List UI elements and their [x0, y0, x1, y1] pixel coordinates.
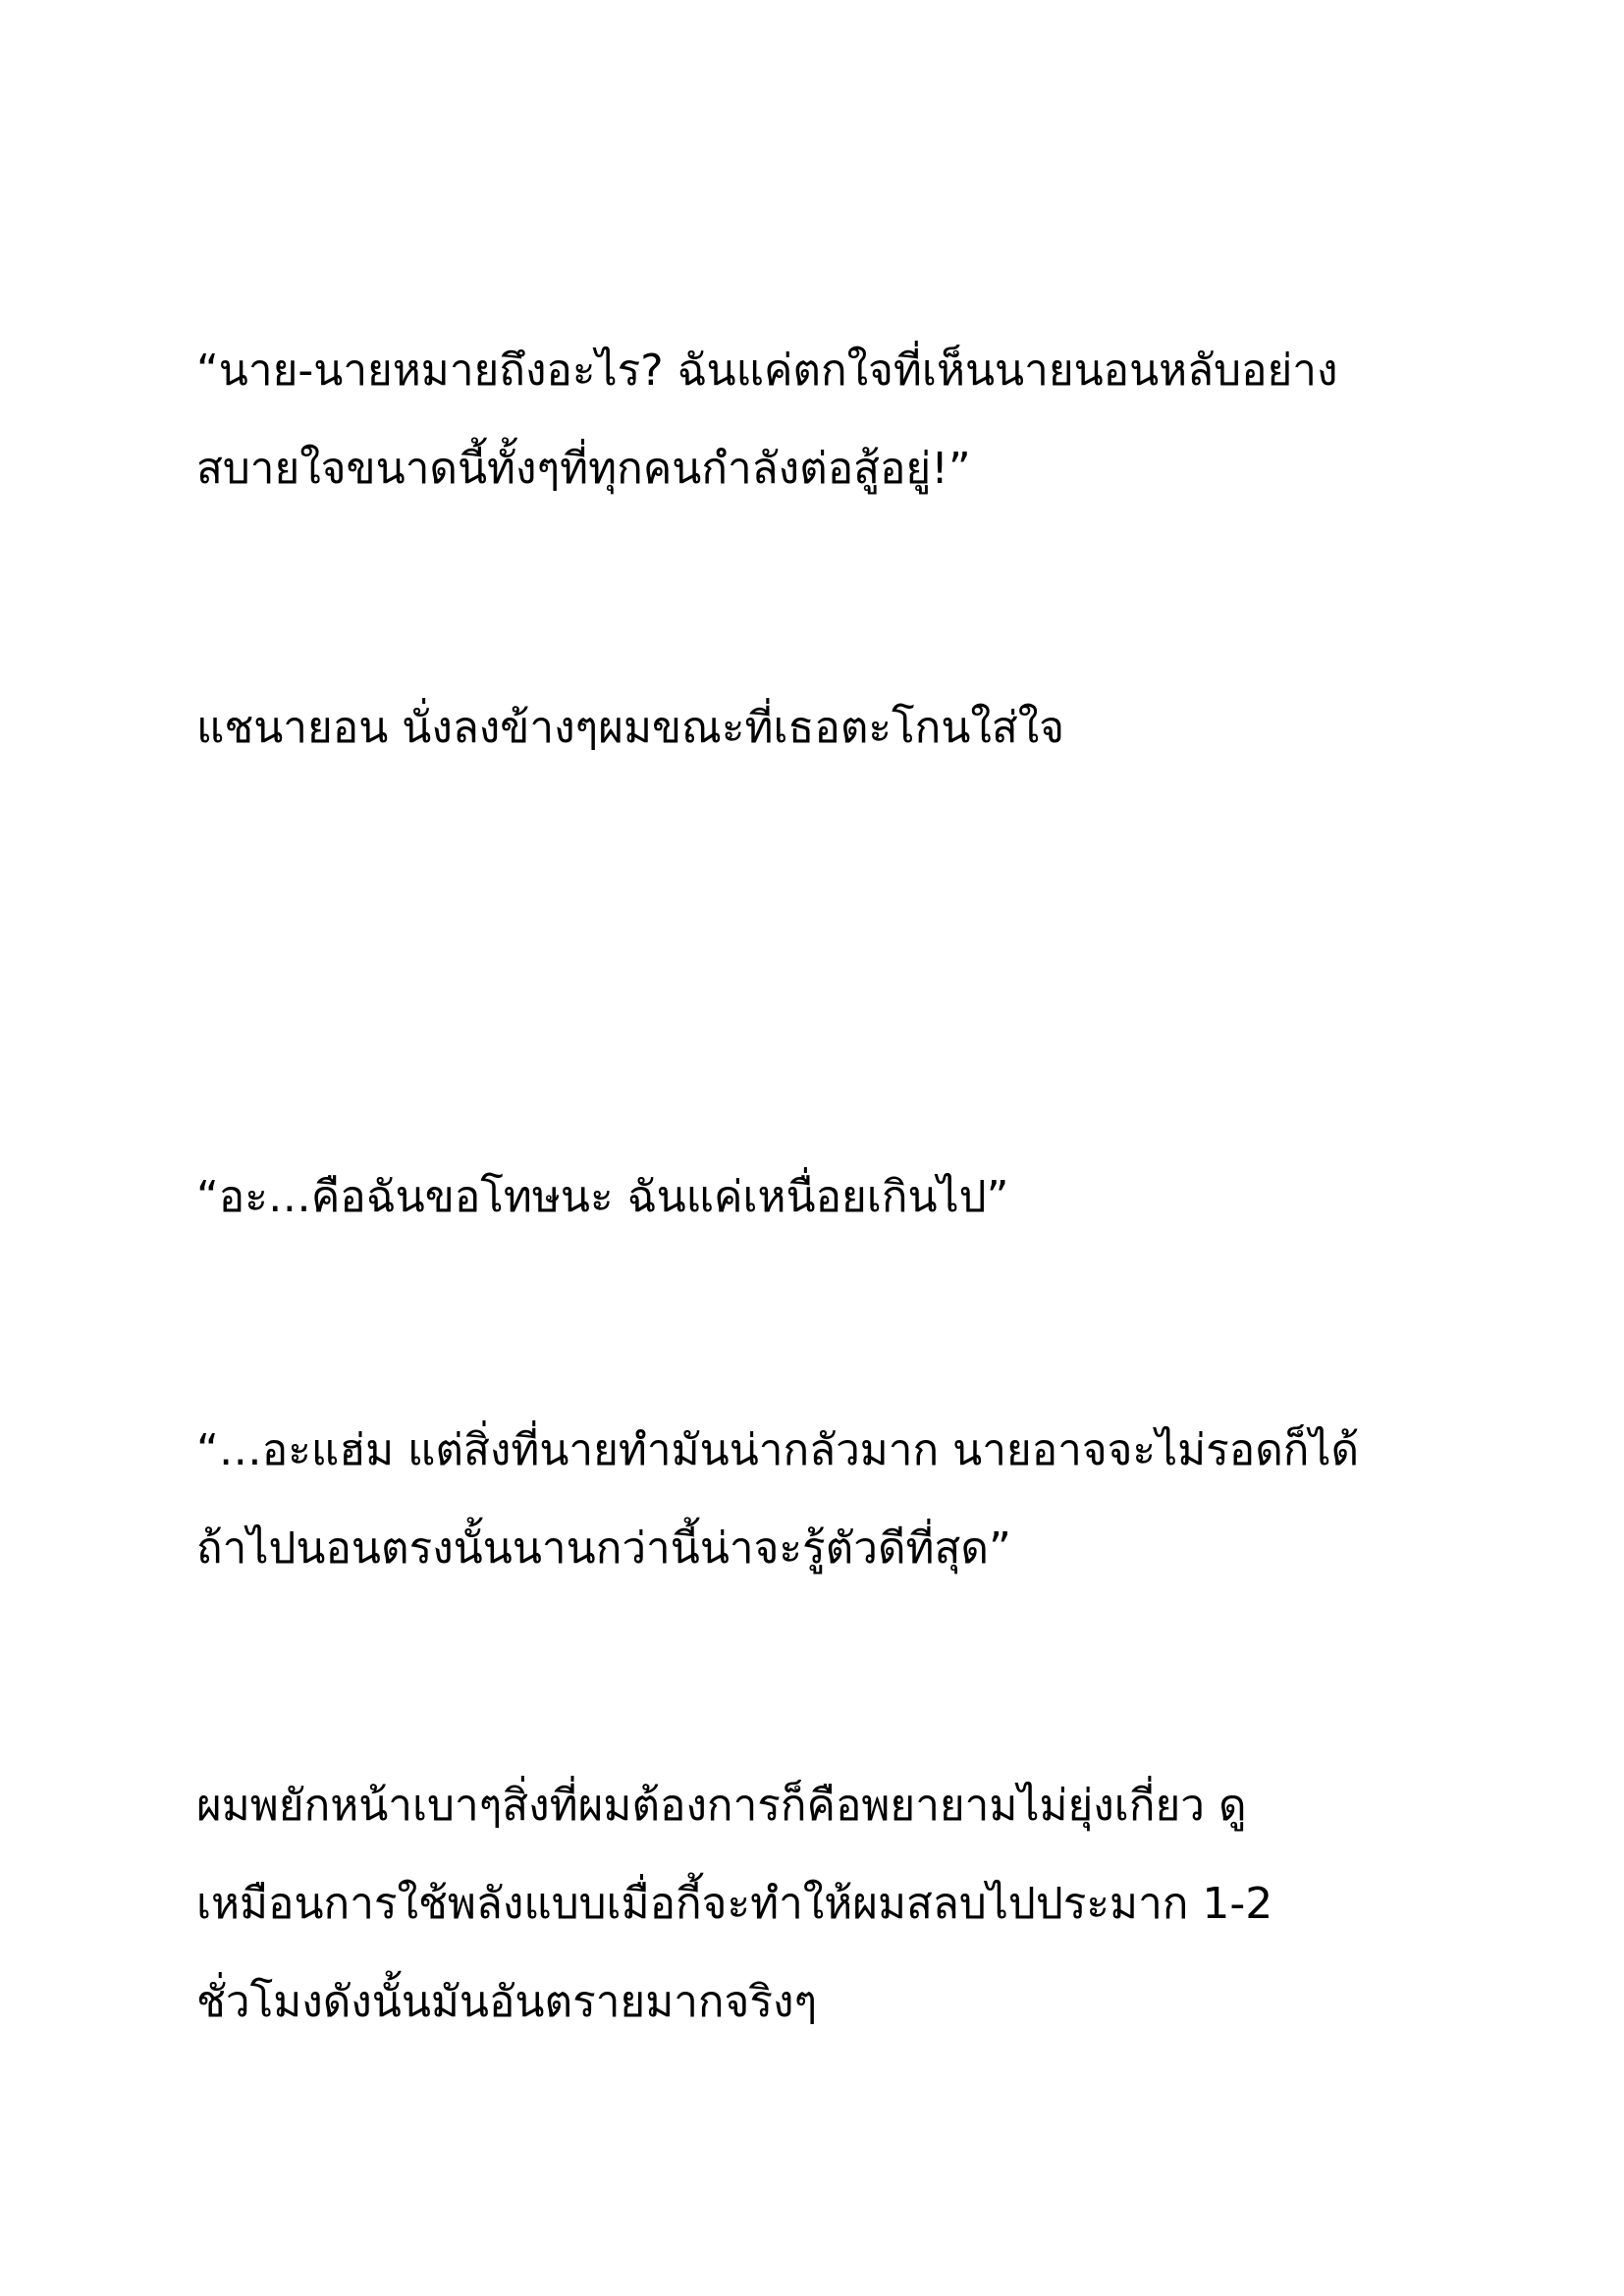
paragraph-line: “…อะแฮ่ม แต่สิ่งที่นายทำมันน่ากลัวมาก นายอาจจะไม่รอดก็ได้ [196, 1425, 1360, 1475]
paragraph-line: เหมือนการใช้พลังแบบเมื่อกี้จะทำให้ผมสลบไปประมาก 1-2 [196, 1879, 1273, 1929]
paragraph-3 [196, 1148, 1434, 1247]
paragraph-5 [196, 1757, 1434, 2052]
paragraph-line: แชนายอน นั่งลงข้างๆผมขณะที่เธอตะโกนใส่ใจ [196, 703, 1064, 753]
paragraph-line: ผมพยักหน้าเบาๆสิ่งที่ผมต้องการก็คือพยายามไม่ยุ่งเกี่ยว ดู [196, 1781, 1247, 1831]
paragraph-line: ถ้าไปนอนตรงนั้นนานกว่านี้น่าจะรู้ตัวดีที่สุด” [196, 1523, 1011, 1574]
paragraph-line: สบายใจขนาดนี้ทั้งๆที่ทุกคนกำลังต่อสู้อยู่!” [196, 444, 971, 494]
paragraph-line: ชั่วโมงดังนั้นมันอันตรายมากจริงๆ [196, 1977, 818, 2027]
paragraph-line: “นาย-นายหมายถึงอะไร? ฉันแค่ตกใจที่เห็นนายนอนหลับอย่าง [196, 346, 1338, 396]
paragraph-4 [196, 1402, 1434, 1598]
paragraph-line: “อะ…คือฉันขอโทษนะ ฉันแค่เหนื่อยเกินไป” [196, 1172, 1009, 1222]
paragraph-2 [196, 679, 1434, 777]
paragraph-1 [196, 322, 1434, 518]
